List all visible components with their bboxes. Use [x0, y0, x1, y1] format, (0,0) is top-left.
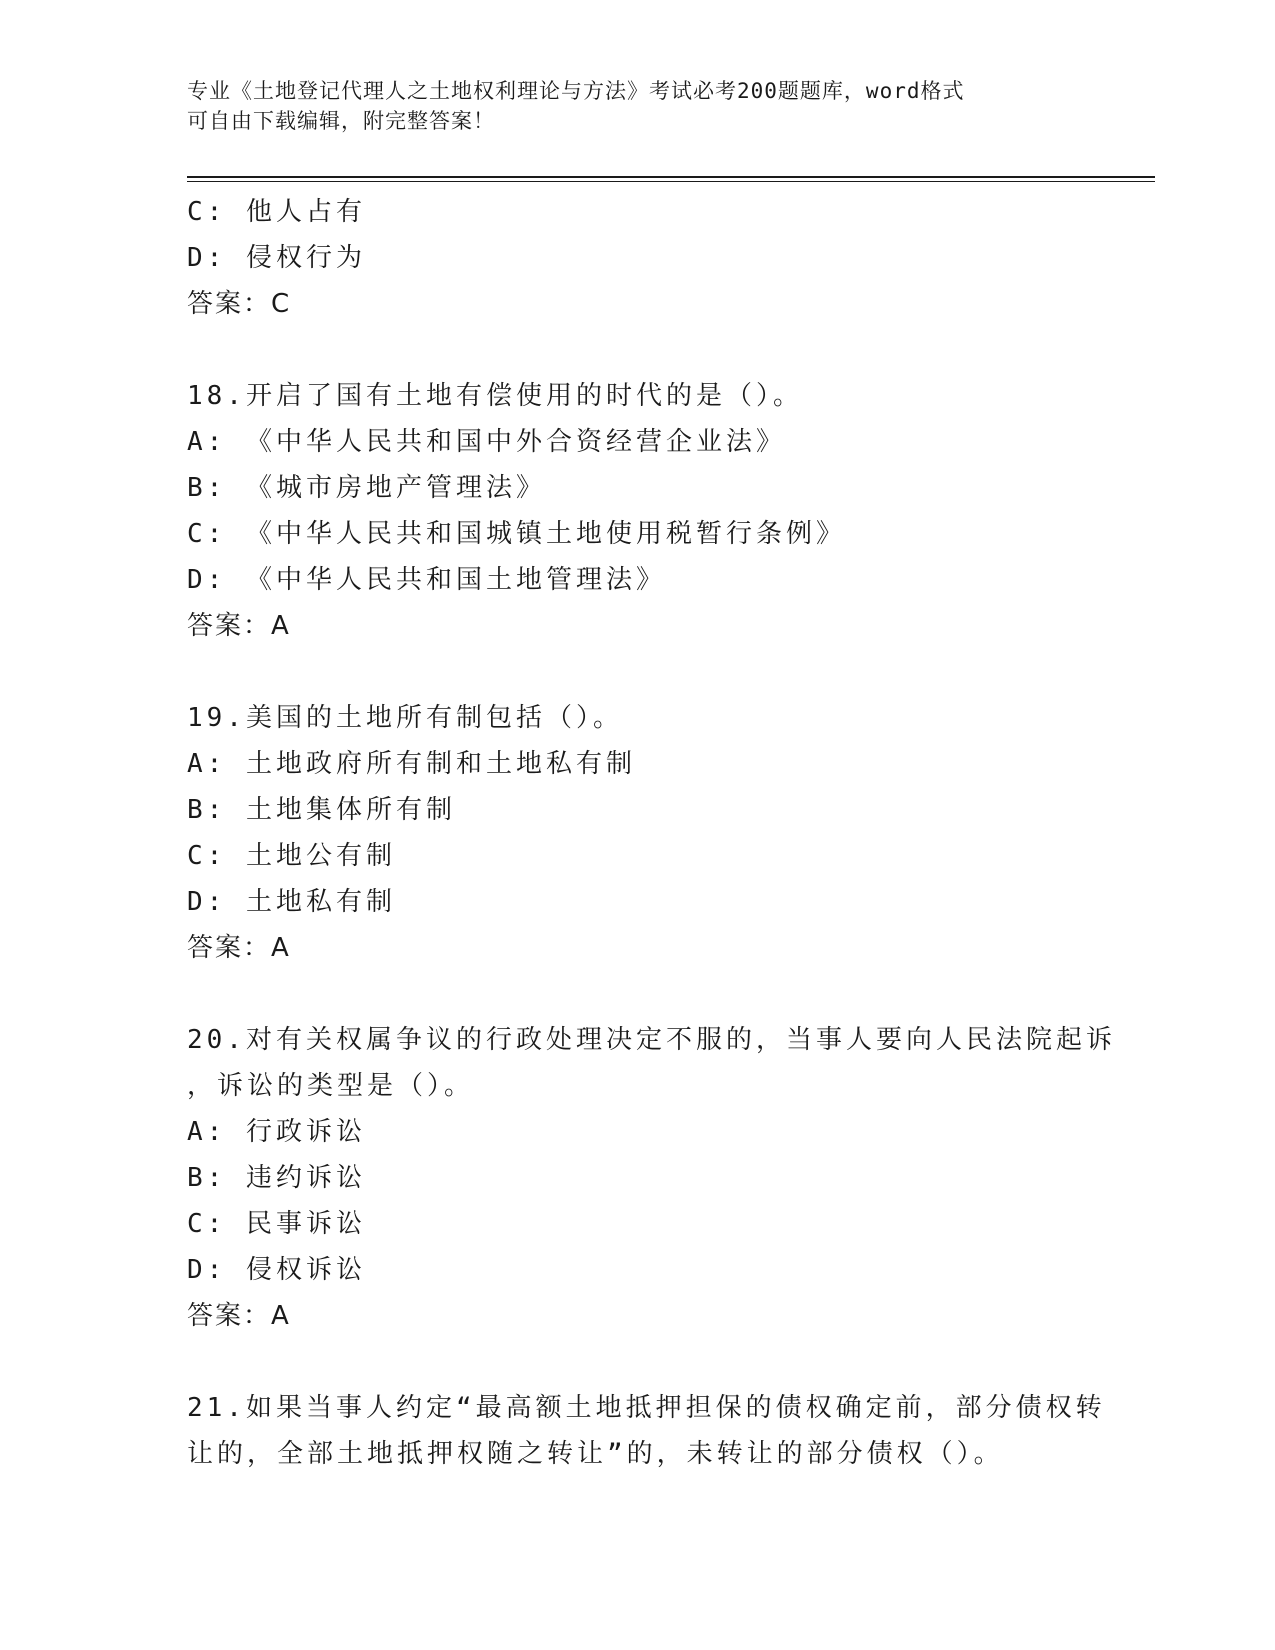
- option-c: C: 他人占有: [187, 197, 366, 227]
- question-20-option-b: B: 违约诉讼: [187, 1163, 366, 1193]
- question-19-option-d: D: 土地私有制: [187, 887, 396, 917]
- header-divider: [187, 176, 1155, 182]
- question-20-answer: 答案：A: [187, 1301, 291, 1331]
- spacer: [187, 971, 1087, 1017]
- question-21-stem-line-2: 让的，全部土地抵押权随之转让”的，未转让的部分债权（）。: [187, 1439, 1004, 1469]
- question-20-option-a: A: 行政诉讼: [187, 1117, 366, 1147]
- question-20-stem-line-2: ，诉讼的类型是（）。: [187, 1071, 475, 1101]
- question-content: [187, 189, 1116, 1477]
- question-18-option-d: D: 《中华人民共和国土地管理法》: [187, 565, 666, 595]
- question-19-option-a: A: 土地政府所有制和土地私有制: [187, 749, 636, 779]
- spacer: [187, 649, 1087, 695]
- spacer: [187, 1339, 1087, 1385]
- question-19-stem: 19.美国的土地所有制包括（）。: [187, 703, 623, 733]
- option-d: D: 侵权行为: [187, 243, 366, 273]
- question-18-stem: 18.开启了国有土地有偿使用的时代的是（）。: [187, 381, 803, 411]
- question-19-option-b: B: 土地集体所有制: [187, 795, 456, 825]
- question-18-option-c: C: 《中华人民共和国城镇土地使用税暂行条例》: [187, 519, 846, 549]
- question-18-answer: 答案：A: [187, 611, 291, 641]
- question-20-stem-line-1: 20.对有关权属争议的行政处理决定不服的，当事人要向人民法院起诉: [187, 1025, 1116, 1055]
- question-20-option-d: D: 侵权诉讼: [187, 1255, 366, 1285]
- question-19-option-c: C: 土地公有制: [187, 841, 396, 871]
- spacer: [187, 327, 1087, 373]
- question-18-option-a: A: 《中华人民共和国中外合资经营企业法》: [187, 427, 786, 457]
- question-18-option-b: B: 《城市房地产管理法》: [187, 473, 546, 503]
- question-20-option-c: C: 民事诉讼: [187, 1209, 366, 1239]
- question-21-stem-line-1: 21.如果当事人约定“最高额土地抵押担保的债权确定前，部分债权转: [187, 1393, 1106, 1423]
- question-19-answer: 答案：A: [187, 933, 291, 963]
- answer-line: 答案：C: [187, 289, 292, 319]
- header-line-2: 可自由下载编辑，附完整答案！: [187, 109, 495, 133]
- document-header: [187, 76, 1067, 136]
- header-line-1: 专业《土地登记代理人之土地权利理论与方法》考试必考200题题库，word格式: [187, 79, 965, 103]
